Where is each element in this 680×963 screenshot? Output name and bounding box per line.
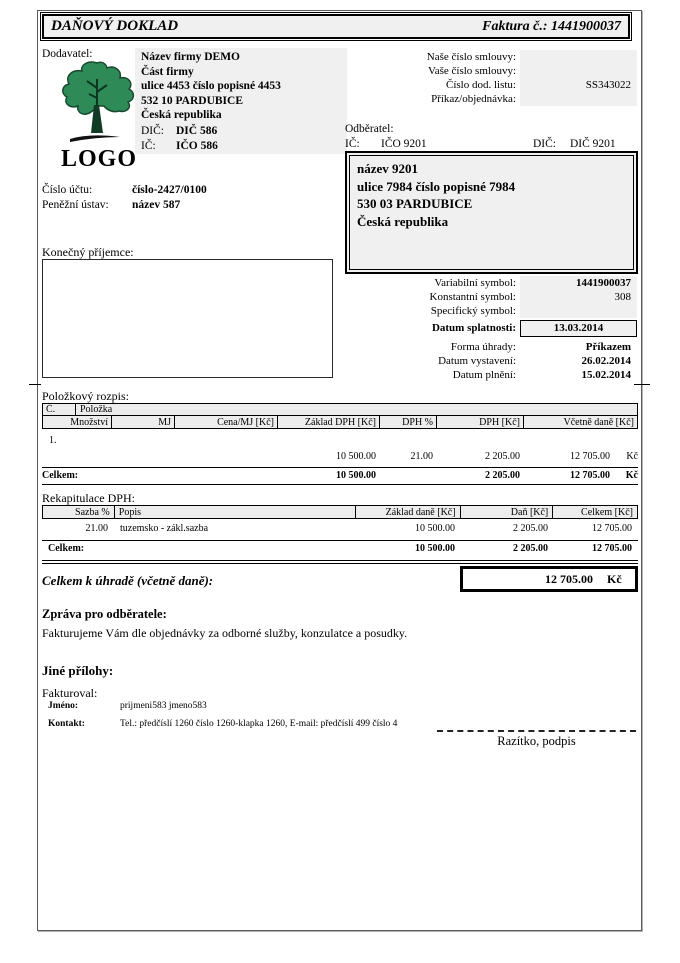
divider — [42, 560, 638, 561]
vat-summary-title: Rekapitulace DPH: — [42, 491, 135, 505]
specific-symbol-label: Specifický symbol: — [430, 305, 516, 317]
contract-row — [308, 92, 640, 106]
document-type-title: DAŇOVÝ DOKLAD — [51, 18, 179, 34]
bank-account-row — [42, 184, 207, 196]
supplier-dic-row — [141, 125, 218, 137]
items-total-amount: 12 705.00 — [570, 470, 610, 481]
customer-city: 530 03 PARDUBICE — [357, 196, 473, 211]
final-recipient-box — [42, 259, 333, 378]
customer-country: Česká republika — [357, 213, 449, 229]
customer-name: název 9201 — [357, 161, 419, 176]
message-body: Fakturujeme Vám dle objednávky za odborné služby, konzulatce a posudky. — [42, 626, 408, 640]
divider — [42, 484, 638, 485]
bank-institution-label: Peněžní ústav: — [42, 199, 109, 211]
signature-line — [437, 730, 636, 732]
your-contract-label: Vaše číslo smlouvy: — [428, 65, 516, 77]
supply-date-label: Datum plnění: — [452, 369, 516, 381]
variable-symbol-label: Variabilní symbol: — [434, 277, 516, 289]
items-total-base: 10 500.00 — [336, 470, 376, 481]
vat-description: tuzemsko - zákl.sazba — [120, 523, 209, 534]
item-currency: Kč — [626, 451, 638, 462]
contract-row — [308, 78, 640, 92]
supplier-dic-value: DIČ 586 — [176, 125, 218, 137]
col-item: Položka — [80, 404, 113, 415]
vat-total-amount: 12 705.00 — [592, 543, 632, 554]
col-description: Popis — [115, 506, 356, 518]
vat-total: 12 705.00 — [592, 523, 632, 534]
invoice-page — [37, 10, 642, 931]
vat-total-base: 10 500.00 — [415, 543, 455, 554]
supplier-division: Část firmy — [141, 65, 194, 78]
constant-symbol-label: Konstantní symbol: — [429, 291, 516, 303]
vat-rate: 21.00 — [85, 523, 108, 534]
item-vat-pct: 21.00 — [410, 451, 433, 462]
supplier-street: ulice 4453 číslo popisné 4453 — [141, 80, 281, 92]
col-vat: DPH [Kč] — [437, 416, 524, 428]
bank-account-value: číslo-2427/0100 — [132, 184, 207, 196]
item-row-number: 1. — [49, 435, 57, 446]
item-row-values — [42, 451, 638, 463]
payment-row — [308, 304, 640, 318]
supplier-country: Česká republika — [141, 109, 222, 121]
items-header-row-2 — [42, 415, 638, 429]
contact-value: Tel.: předčíslí 1260 číslo 1260-klapka 1260, E-mail: předčíslí 499 číslo 4 — [120, 719, 398, 729]
item-total: 12 705.00 — [570, 451, 610, 462]
payment-row — [308, 354, 640, 368]
order-label: Příkaz/objednávka: — [431, 93, 516, 105]
vat-total-label: Celkem: — [48, 543, 85, 554]
logo-text: LOGO — [60, 146, 137, 172]
col-quantity: Množství — [43, 416, 112, 428]
payment-row — [308, 368, 640, 382]
customer-ic-value: IČO 9201 — [381, 138, 427, 150]
col-tax-base: Základ daně [Kč] — [356, 506, 461, 518]
col-tax: Daň [Kč] — [461, 506, 554, 518]
payment-row — [308, 290, 640, 304]
supplier-ic-label: IČ: — [141, 140, 156, 152]
grand-total-value: 12 705.00 — [545, 571, 593, 586]
left-fold-mark — [29, 384, 41, 385]
payment-form-label: Forma úhrady: — [450, 341, 516, 353]
delivery-note-label: Číslo dod. listu: — [446, 79, 516, 91]
due-date-label: Datum splatnosti: — [431, 322, 516, 334]
due-date-value: 13.03.2014 — [520, 320, 637, 337]
invoice-number: Faktura č.: 1441900037 — [482, 18, 621, 34]
supply-date-value: 15.02.2014 — [581, 369, 631, 381]
divider — [42, 563, 638, 564]
items-total-currency: Kč — [625, 470, 638, 481]
items-total-row — [42, 470, 638, 482]
col-rate: Sazba % — [43, 506, 115, 518]
supplier-name: Název firmy DEMO — [141, 51, 240, 63]
attachments-label: Jiné přílohy: — [42, 663, 114, 678]
vat-tax: 2 205.00 — [513, 523, 548, 534]
item-vat: 2 205.00 — [485, 451, 520, 462]
tree-logo-icon — [58, 61, 136, 147]
order-value — [520, 92, 637, 106]
col-unit: MJ — [112, 416, 175, 428]
col-with-tax: Včetně daně [Kč] — [563, 417, 634, 428]
divider — [42, 540, 638, 541]
bank-institution-value: název 587 — [132, 199, 181, 211]
col-number: Č. — [43, 404, 76, 415]
contract-row — [308, 50, 640, 64]
col-unit-price: Cena/MJ [Kč] — [175, 416, 278, 428]
divider — [42, 467, 638, 468]
your-contract-value — [520, 64, 637, 78]
item-vat-base: 10 500.00 — [336, 451, 376, 462]
supplier-dic-label: DIČ: — [141, 125, 164, 137]
invoiced-by-label: Fakturoval: — [42, 686, 98, 700]
items-title: Položkový rozpis: — [42, 389, 129, 403]
name-value: prijmeni583 jmeno583 — [120, 701, 207, 711]
signature-label: Razítko, podpis — [497, 734, 576, 748]
contract-row — [308, 64, 640, 78]
variable-symbol-value: 1441900037 — [520, 276, 637, 290]
document-header — [42, 14, 630, 39]
our-contract-value — [520, 50, 637, 64]
issue-date-value: 26.02.2014 — [581, 355, 631, 367]
items-total-vat: 2 205.00 — [485, 470, 520, 481]
customer-ic-label: IČ: — [345, 138, 360, 150]
customer-dic-value: DIČ 9201 — [570, 138, 616, 150]
bank-institution-row — [42, 199, 181, 211]
bank-account-label: Číslo účtu: — [42, 184, 93, 196]
specific-symbol-value — [520, 304, 637, 318]
our-contract-label: Naše číslo smlouvy: — [426, 51, 516, 63]
issue-date-label: Datum vystavení: — [438, 355, 516, 367]
payment-form-value: Příkazem — [585, 341, 631, 353]
final-recipient-label: Konečný příjemce: — [42, 245, 134, 259]
contact-label: Kontakt: — [48, 719, 85, 729]
grand-total-box — [460, 566, 638, 592]
customer-address-box — [345, 151, 638, 274]
payment-row-due-date — [308, 320, 640, 337]
customer-section-label: Odběratel: — [345, 123, 394, 135]
customer-street: ulice 7984 číslo popisné 7984 — [357, 178, 516, 194]
invoicer-contact-row — [48, 719, 398, 729]
payment-row — [308, 276, 640, 290]
customer-dic-label: DIČ: — [533, 138, 556, 150]
supplier-city: 532 10 PARDUBICE — [141, 94, 244, 107]
supplier-ic-value: IČO 586 — [176, 140, 218, 152]
vat-base: 10 500.00 — [415, 523, 455, 534]
items-total-label: Celkem: — [42, 470, 79, 481]
vat-row — [42, 523, 638, 535]
vat-total-row — [42, 543, 638, 555]
col-total: Celkem [Kč] — [581, 507, 633, 518]
vat-header-row — [42, 505, 638, 519]
constant-symbol-value: 308 — [520, 290, 637, 304]
payment-row — [308, 340, 640, 354]
message-title: Zpráva pro odběratele: — [42, 607, 167, 621]
supplier-section-label: Dodavatel: — [42, 48, 93, 60]
delivery-note-value: SS343022 — [520, 78, 637, 92]
grand-total-currency: Kč — [607, 571, 622, 586]
col-vat-base: Základ DPH [Kč] — [278, 416, 380, 428]
col-vat-pct: DPH % — [380, 416, 437, 428]
supplier-address — [141, 50, 281, 123]
vat-total-tax: 2 205.00 — [513, 543, 548, 554]
grand-total-label: Celkem k úhradě (včetně daně): — [42, 573, 214, 588]
invoicer-name-row — [48, 701, 207, 711]
right-fold-mark — [634, 384, 650, 385]
name-label: Jméno: — [48, 701, 79, 711]
